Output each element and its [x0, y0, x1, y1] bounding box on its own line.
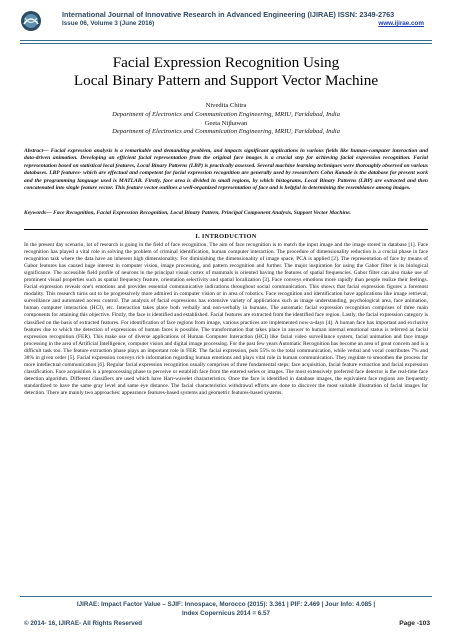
footer-copyright: © 2014- 16, IJIRAE- All Rights Reserved: [24, 620, 143, 627]
paper-title-line-2: Local Binary Pattern and Support Vector Machine: [73, 72, 379, 89]
paper-title-line-1: Facial Expression Recognition Using: [112, 54, 340, 71]
header-rule: [20, 40, 432, 41]
journal-name-text: International Journal of Innovative Research in Advanced Engineering (IJIRAE): [62, 10, 336, 19]
ijirae-logo-icon: [20, 10, 42, 32]
author-affiliation-1: Department of Electronics and Communication Engineering, MRIU, Faridabad, India: [112, 110, 340, 118]
page-header: [20, 10, 434, 34]
footer-rule: [20, 596, 432, 597]
section-heading: I. INTRODUCTION: [195, 233, 257, 240]
author-block: [0, 102, 452, 137]
section-body: In the present day scenario, lot of research is going in the field of face recognition. The aim of face recognition is to match the input image and the image stored in database [1]. Face recognition has played a vital role in solving the problem of criminal identification, human computer interaction. The procedure of dimensionality reduction is a crucial phase in face recognition task where the data have an inherent high dimensionality. For diminishing the dimensionality of image space, PCA is applied [2]. The representation of face by means of Gabor features has caused huge interest in computer vision, image processing, and pattern recognition and further. The major inspiration for using the Gabor filter is its biological significance. The accessible field profile of neurons in the principal visual cortex of mammals is oriented having the features of spatial frequencies. Gabor filter can also make use of prominent visual properties such as spatial frequency feature, orientation selectivity and spatial localization [3]. Face conveys emotions more rapidly than people realize their feelings. Facial expression reveals one's emotions and provides essential communicative indications throughout social communication. This shows that facial expression figures a foremost modality. This research turns out to be progressively more admired in computer vision or in area of robotics. Face recognition and identification have applications like image retrieval, surveillance and automated access control. The analysis of facial expressions has extensive variety of applications such as image understanding, psychological area, face animation, human computer interaction (HCI), etc. Interaction takes place both verbally and non-verbally in humans. The automatic facial expression recognition comprises of three main components for attaining this objective. Firstly, the face is identified and established. Facial features are extracted from the identified face region. Lastly, the facial expression category is classified on the basis of extracted features. For identification of face regions from image, various practices are implemented now-a-days [4]. A human face has important and exclusive features due to which the detection of expressions of human faces is possible. The transformation that takes place in answer to human internal emotional status is referred as facial expression recognition (FER). This make use of diverse applications of Human Computer Interaction (HCI) like facial video surveillance system, facial animation and face image processing in the area of Artificial Intelligence, computer vision and digital image processing. For the past few years Automatic Recognition has become an area of great concern and is a difficult task too. The feature extraction phase plays an important role in FER. The facial expression, puts 55% to the total communication, while verbal and vocal contributes 7% and 38% in given order [5]. Facial expression conveys rich information regarding human emotions and plays vital role in human communication. They regulate to smoothen the process for more intellectual communication [6]. Regular facial expression recognition usually comprises of three fundamental steps: face acquisition, facial feature extraction and facial expression classification. Face acquisition is a preprocessing phase to perceive or establish face from the entered series or images. The most extensively preferred face detector is the real-time face detection algorithm. Different classifiers are used which have Harr-wavelet characteristics. Once the face is identified in database images, the equivalent face regions are frequently standardized to have the same gray level and same eye distance. The facial characteristics withdrawal efforts are done to discover the most suitable illustration of facial images for detection. There are mainly two approaches: appearance features-based systems and geometric features-based systems.: [24, 242, 428, 396]
abstract-divider: [24, 229, 428, 230]
abstract: Abstract— Facial expression analysis is a remarkable and demanding problem, and impacts significant applications in various fields like human-computer interaction and data-driven animation. Developing an efficient facial representation from the original face images is a crucial step for achieving facial expression recognition. Facial representation based on statistical local features, Local Binary Patterns (LBP) is practically assessed. Several machine learning techniques were thoroughly observed on various databases. LBP features- which are effectual and competent for facial expression recognition are generally used by researchers Cohn Kanade is the database for present work and the programming language used is MATLAB. Firstly, face area is divided in small regions, by which histograms, Local Binary Patterns (LBP) are extracted and then concatenated into single feature vector. This feature vector outlines a well-organized representation of face and is helpful in determining the resemblance among images.: [24, 148, 428, 192]
author-name-1: Nivedita Chitra: [205, 102, 247, 109]
author-affiliation-2: Department of Electronics and Communication Engineering, MRIU, Faridabad, India: [112, 128, 340, 136]
journal-website-link[interactable]: www.ijirae.com: [378, 20, 424, 27]
header-rule-thin: [20, 43, 432, 44]
page-number: Page -103: [399, 620, 430, 627]
keywords: Keywords— Face Recognition, Facial Expression Recognition, Local Binary Pattern, Principal Component Analysis, Support Vector Machine.: [24, 210, 351, 216]
footer-impact-factor: IJIRAE: Impact Factor Value – SJIF: Innospace, Morocco (2015): 3.361 | PIF: 2.469 | Jour Info: 4.085 |: [76, 601, 376, 608]
footer-index-copernicus: Index Copernicus 2014 = 6.57: [181, 610, 271, 617]
issue-info: Issue 06, Volume 3 (June 2016): [62, 20, 155, 27]
issn-text: ISSN: 2349-2763: [337, 10, 395, 19]
journal-name: [62, 10, 394, 19]
author-name-2: Geeta Nijhawan: [204, 119, 248, 127]
paper-title: [0, 54, 452, 90]
